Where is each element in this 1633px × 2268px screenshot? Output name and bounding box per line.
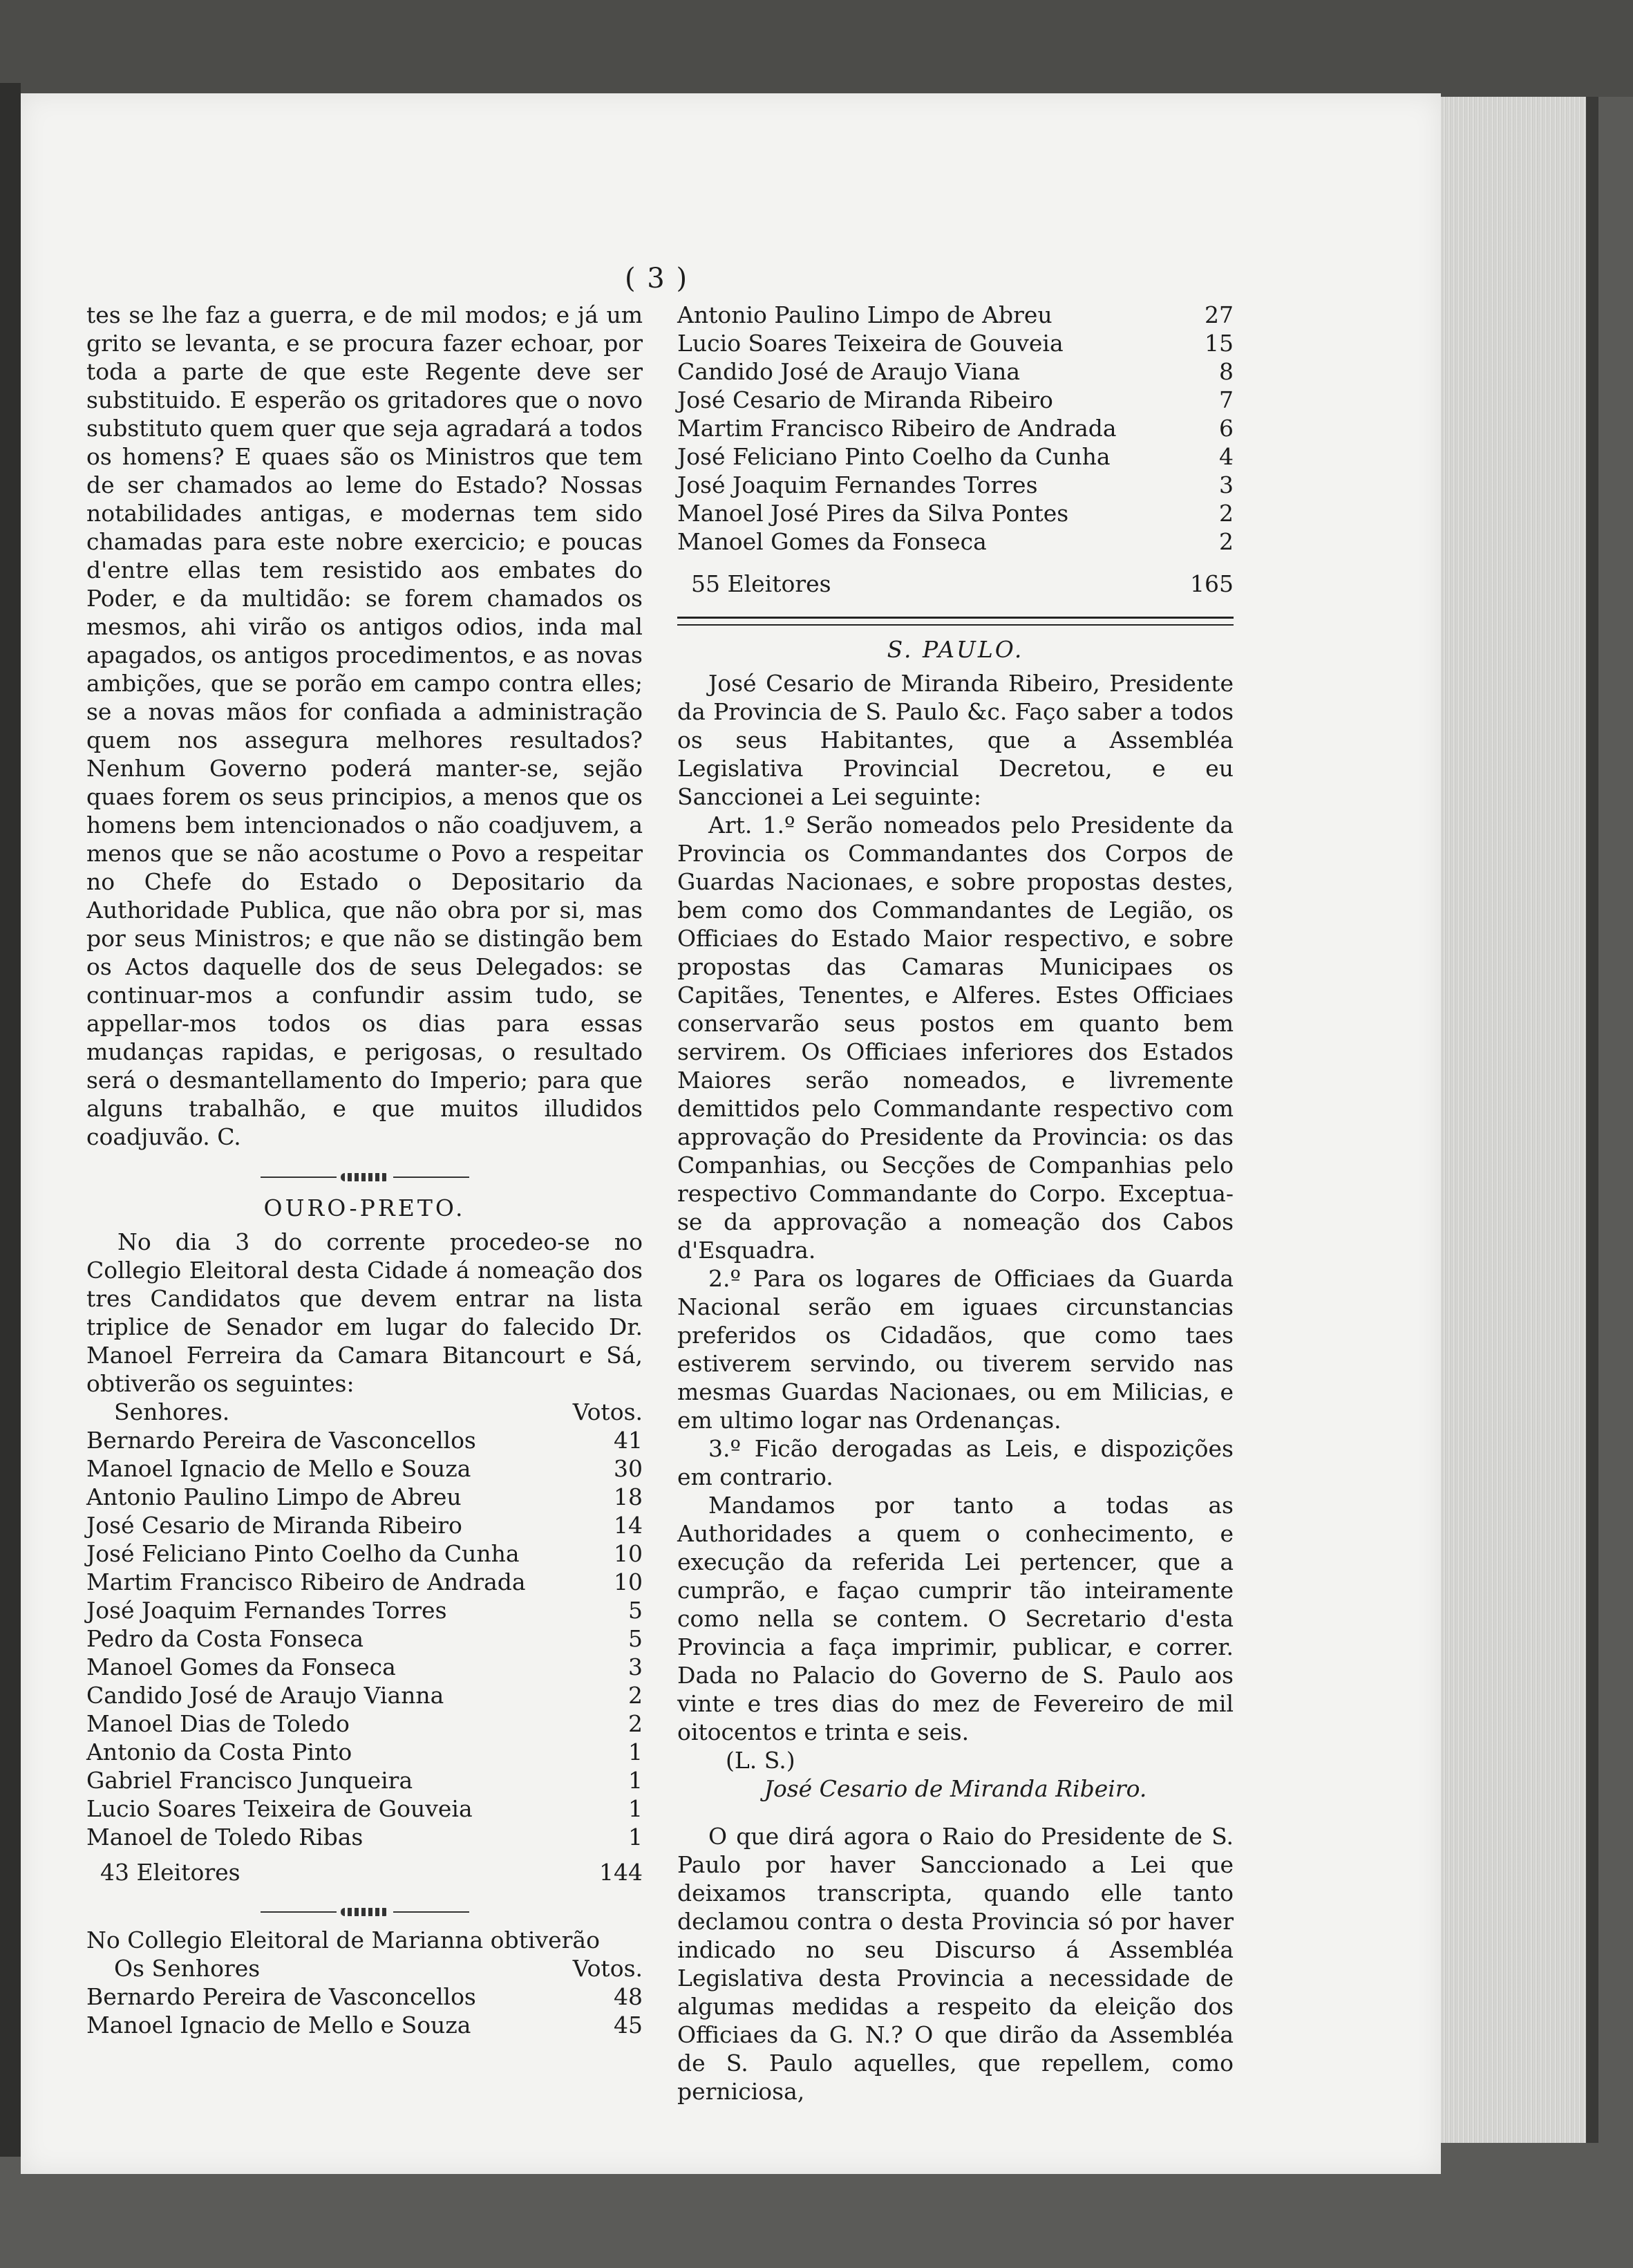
candidate-name: Manoel Gomes da Fonseca xyxy=(86,1653,396,1680)
candidate-name: Manoel José Pires da Silva Pontes xyxy=(677,500,1069,527)
vote-count: 3 xyxy=(1219,471,1234,498)
newspaper-page xyxy=(21,93,1441,2174)
vote-count: 1 xyxy=(628,1767,643,1794)
candidate-name: Manoel Gomes da Fonseca xyxy=(677,528,987,555)
vote-row xyxy=(86,1596,643,1624)
vote-count: 2 xyxy=(628,1682,643,1709)
ouro-preto-total xyxy=(86,1858,643,1893)
candidate-name: Martim Francisco Ribeiro de Andrada xyxy=(86,1568,526,1595)
vote-row xyxy=(677,329,1234,357)
vote-count: 2 xyxy=(1219,500,1234,527)
candidate-name: Manoel de Toledo Ribas xyxy=(86,1824,364,1850)
vote-row xyxy=(86,1454,643,1483)
vote-count: 1 xyxy=(628,1824,643,1850)
background-top xyxy=(0,0,1633,97)
vote-row xyxy=(86,1511,643,1539)
intro-paragraph: tes se lhe faz a guerra, e de mil modos; e já um grito se levanta, e se procura fazer echoar, por toda a parte de que este Regente deve ser substituido. E esperão os gritadores que o novo substituto quem quer que seja agradará a todos os homens? E quaes são os Ministros que tem de ser chamados ao leme do Estado? Nossas notabilidades antigas, e modernas tem sido chamadas para este nobre exercicio; e poucas d'entre ellas tem resistido aos embates do Poder, e da multidão: se forem chamados os mesmos, ahi virão os antigos odios, inda mal apagados, os antigos procedimentos, e as novas ambições, que se porão em campo contra elles; se a novas mãos for confiada a administração quem nos assegura melhores resultados? Nenhum Governo poderá manter-se, sejão quaes forem os seus principios, a menos que os homens bem intencionados o não coadjuvem, a menos que se não acostume o Povo a respeitar no Chefe do Estado o Depositario da Authoridade Publica, que não obra por si, mas por seus Ministros; e que não se distingão bem os Actos daquelle dos de seus Delegados: se continuar-mos a confundir assim tudo, se appellar-mos todos os dias para essas mudanças rapidas, e perigosas, o resultado será o desmantellamento do Imperio; para que alguns trabalhão, e que muitos illudidos coadjuvão. C. xyxy=(86,301,643,1150)
candidate-name: Candido José de Araujo Vianna xyxy=(86,1682,444,1709)
vote-count: 1 xyxy=(628,1795,643,1822)
book-spine xyxy=(0,83,21,2157)
right-total xyxy=(677,570,1234,604)
ornament-divider xyxy=(86,1163,643,1191)
vote-row xyxy=(86,1653,643,1681)
sao-paulo-paragraph: Art. 1.º Serão nomeados pelo Presidente da Provincia os Commandantes dos Corpos de Guardas Nacionaes, e sobre propostas destes, bem como dos Commandantes de Legião, os Officiaes do Estado Maior respectivo, e sobre propostas das Camaras Municipaes os Capitães, Tenentes, e Alferes. Estes Officiaes conservarão seus postos em quanto bem servirem. Os Officiaes inferiores dos Estados Maiores serão nomeados, e livremente demittidos pelo Commandante respectivo com approvação do Presidente da Provincia: os das Companhias, ou Secções de Companhias pelo respectivo Commandante do Corpo. Exceptua-se da approvação a nomeação dos Cabos d'Esquadra. xyxy=(677,812,1234,1264)
candidate-name: Bernardo Pereira de Vasconcellos xyxy=(86,1983,476,2010)
vote-row xyxy=(677,499,1234,527)
vote-row xyxy=(86,1568,643,1596)
vote-row xyxy=(677,357,1234,386)
marianna-paragraph: No Collegio Eleitoral de Marianna obtiverão xyxy=(86,1927,600,1953)
candidate-name: José Feliciano Pinto Coelho da Cunha xyxy=(677,443,1111,470)
vote-row xyxy=(86,1624,643,1653)
page-edges xyxy=(1441,97,1598,2143)
votes-header-left: Senhores. xyxy=(114,1398,230,1425)
vote-row xyxy=(86,1738,643,1766)
candidate-name: Manoel Ignacio de Mello e Souza xyxy=(86,2012,471,2039)
commentary-paragraph: O que dirá agora o Raio do Presidente de S. Paulo por haver Sanccionado a Lei que deixamos transcripta, quando elle tanto declamou contra o desta Provincia só por haver indicado no seu Discurso á Assembléa Legislativa desta Provincia a necessidade de algumas medidas a respeito da eleição dos Officiaes da G. N.? O que dirão da Assembléa de S. Paulo aquelles, que repellem, como perniciosa, xyxy=(677,1823,1234,2105)
vote-count: 10 xyxy=(614,1568,643,1595)
vote-row xyxy=(86,1709,643,1738)
continued-vote-list xyxy=(677,301,1234,556)
candidate-name: José Joaquim Fernandes Torres xyxy=(677,471,1038,498)
vote-count: 5 xyxy=(628,1625,643,1652)
sao-paulo-paragraph: 2.º Para os logares de Officiaes da Guarda Nacional serão em iguaes circunstancias preferidos os Cidadãos, que como taes estiverem servindo, ou tiverem servido nas mesmas Guardas Nacionaes, ou em Milicias, e em ultimo logar nas Ordenanças. xyxy=(677,1265,1234,1434)
double-rule xyxy=(677,617,1234,626)
vote-row xyxy=(86,1983,643,2011)
candidate-name: José Joaquim Fernandes Torres xyxy=(86,1597,447,1624)
candidate-name: Bernardo Pereira de Vasconcellos xyxy=(86,1427,476,1454)
votes-header xyxy=(86,1954,643,1983)
candidate-name: José Cesario de Miranda Ribeiro xyxy=(86,1512,462,1539)
sao-paulo-paragraph: José Cesario de Miranda Ribeiro, Presidente da Provincia de S. Paulo &c. Faço saber a todos os seus Habitantes, que a Assembléa Legislativa Provincial Decretou, e eu Sanccionei a Lei seguinte: xyxy=(677,670,1234,810)
total-value: 165 xyxy=(1190,570,1234,597)
candidate-name: Antonio Paulino Limpo de Abreu xyxy=(677,301,1053,328)
vote-count: 48 xyxy=(614,1983,643,2010)
vote-count: 3 xyxy=(628,1653,643,1680)
candidate-name: Antonio da Costa Pinto xyxy=(86,1739,352,1765)
vote-count: 8 xyxy=(1219,358,1234,385)
sao-paulo-paragraph: Mandamos por tanto a todas as Authoridades a quem o conhecimento, e execução da referida Lei pertencer, que a cumprão, e façao cumprir tão inteiramente como nella se contem. O Secretario d'esta Provincia a faça imprimir, publicar, e correr. Dada no Palacio do Governo de S. Paulo aos vinte e tres dias do mez de Fevereiro de mil oitocentos e trinta e seis. xyxy=(677,1492,1234,1745)
candidate-name: José Feliciano Pinto Coelho da Cunha xyxy=(86,1540,520,1567)
candidate-name: Martim Francisco Ribeiro de Andrada xyxy=(677,415,1117,442)
vote-count: 6 xyxy=(1219,415,1234,442)
vote-count: 1 xyxy=(628,1739,643,1765)
votes-header-right: Votos. xyxy=(572,1398,643,1425)
left-column xyxy=(86,301,643,2039)
ouro-preto-vote-list xyxy=(86,1426,643,1851)
ornament-divider xyxy=(86,1898,643,1926)
vote-count: 41 xyxy=(614,1427,643,1454)
candidate-name: Manoel Dias de Toledo xyxy=(86,1710,350,1737)
vote-row xyxy=(86,1766,643,1794)
candidate-name: Antonio Paulino Limpo de Abreu xyxy=(86,1483,462,1510)
marianna-vote-list xyxy=(86,1983,643,2039)
vote-row xyxy=(86,1681,643,1709)
vote-row xyxy=(86,1483,643,1511)
vote-row xyxy=(86,1794,643,1823)
vote-count: 2 xyxy=(1219,528,1234,555)
vote-row xyxy=(86,1539,643,1568)
vote-row xyxy=(677,442,1234,471)
votes-header-left: Os Senhores xyxy=(114,1955,261,1982)
vote-count: 7 xyxy=(1219,386,1234,413)
candidate-name: Pedro da Costa Fonseca xyxy=(86,1625,364,1652)
right-column xyxy=(677,301,1234,2106)
candidate-name: Gabriel Francisco Junqueira xyxy=(86,1767,413,1794)
vote-row xyxy=(677,527,1234,556)
seal-mark: (L. S.) xyxy=(726,1747,795,1774)
vote-count: 18 xyxy=(614,1483,643,1510)
vote-row xyxy=(677,471,1234,499)
total-label: 55 Eleitores xyxy=(691,570,831,597)
candidate-name: Candido José de Araujo Viana xyxy=(677,358,1021,385)
vote-row xyxy=(677,414,1234,442)
vote-count: 10 xyxy=(614,1540,643,1567)
vote-count: 30 xyxy=(614,1455,643,1482)
candidate-name: Lucio Soares Teixeira de Gouveia xyxy=(86,1795,473,1822)
signature: José Cesario de Miranda Ribeiro. xyxy=(764,1775,1147,1802)
candidate-name: José Cesario de Miranda Ribeiro xyxy=(677,386,1053,413)
candidate-name: Lucio Soares Teixeira de Gouveia xyxy=(677,330,1064,357)
vote-count: 45 xyxy=(614,2012,643,2039)
vote-row xyxy=(86,1426,643,1454)
vote-row xyxy=(86,2011,643,2039)
vote-count: 4 xyxy=(1219,443,1234,470)
section-heading-ouro-preto: OURO-PRETO. xyxy=(263,1194,466,1221)
vote-count: 27 xyxy=(1205,301,1234,328)
sao-paulo-paragraph: 3.º Ficão derogadas as Leis, e dispozições em contrario. xyxy=(677,1435,1234,1490)
total-value: 144 xyxy=(599,1859,643,1886)
section-heading-sao-paulo: S. PAULO. xyxy=(887,636,1024,663)
ouro-preto-paragraph: No dia 3 do corrente procedeo-se no Collegio Eleitoral desta Cidade á nomeação dos tres Candidatos que devem entrar na lista triplice de Senador em lugar do falecido Dr. Manoel Ferreira da Camara Bitancourt e Sá, obtiverão os seguintes: xyxy=(86,1228,643,1397)
vote-count: 2 xyxy=(628,1710,643,1737)
votes-header-right: Votos. xyxy=(572,1955,643,1982)
vote-count: 15 xyxy=(1205,330,1234,357)
vote-row xyxy=(86,1823,643,1851)
candidate-name: Manoel Ignacio de Mello e Souza xyxy=(86,1455,471,1482)
vote-count: 14 xyxy=(614,1512,643,1539)
page-number: ( 3 ) xyxy=(624,263,689,294)
total-label: 43 Eleitores xyxy=(100,1859,240,1886)
vote-count: 5 xyxy=(628,1597,643,1624)
votes-header xyxy=(86,1398,643,1426)
vote-row xyxy=(677,386,1234,414)
vote-row xyxy=(677,301,1234,329)
